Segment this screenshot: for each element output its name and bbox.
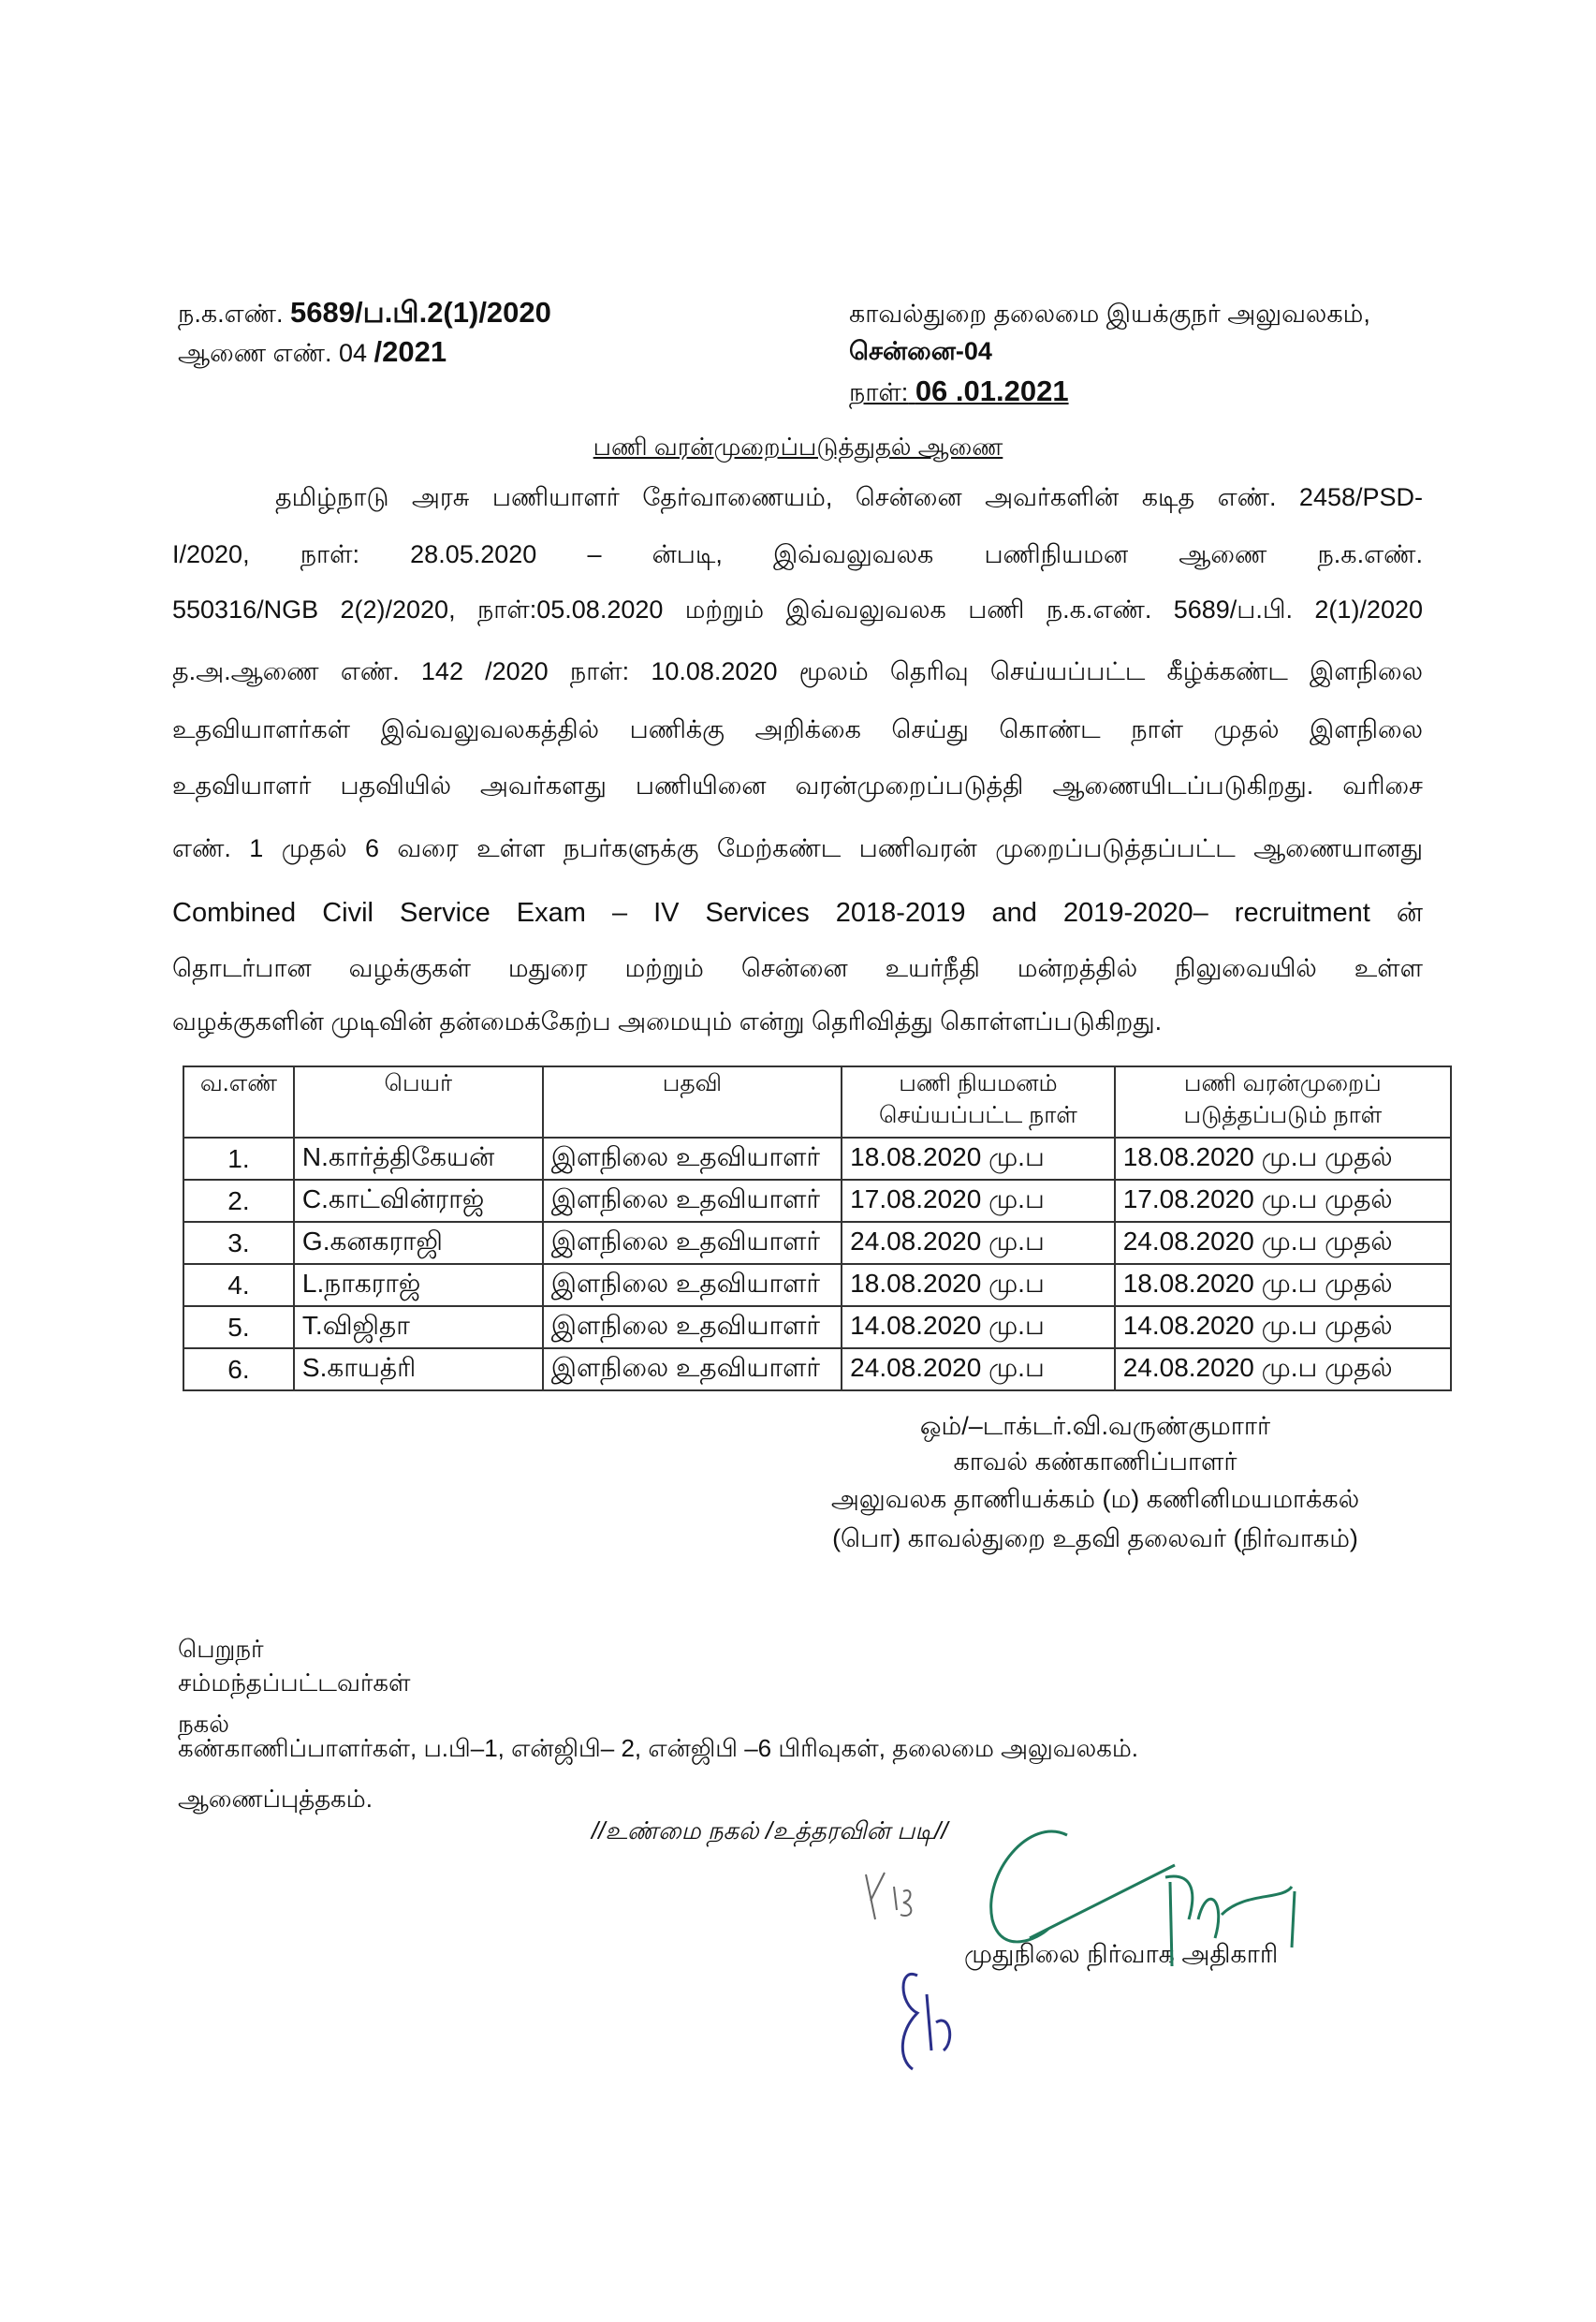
paragraph-line: 550316/NGB 2(2)/2020, நாள்:05.08.2020 மற்றும் இவ்வலுவலக பணி ந.க.எண். 5689/ப.பி. 2(1)/2020: [172, 595, 1423, 624]
cell-name: T.விஜிதா: [294, 1306, 543, 1348]
table-row: [183, 1222, 1451, 1264]
signatory-role-1: அலுவலக தாணியக்கம் (ம) கணினிமயமாக்கல்: [830, 1485, 1360, 1513]
recipient-value: சம்மந்தப்பட்டவர்கள்: [178, 1668, 411, 1697]
date-value: 06 .01.2021: [915, 375, 1069, 407]
document-title: பணி வரன்முறைப்படுத்துதல் ஆணை: [593, 433, 1003, 461]
order-number: [178, 335, 447, 372]
copy-value: கண்காணிப்பாளர்கள், ப.பி–1, என்ஜிபி– 2, என்ஜிபி –6 பிரிவுகள், தலைமை அலுவலகம்.: [178, 1734, 1139, 1762]
true-copy-note: //உண்மை நகல் /உத்தரவின் படி//: [592, 1816, 948, 1844]
paragraph-line: உதவியாளர் பதவியில் அவர்களது பணியினை வரன்முறைப்படுத்தி ஆணையிடப்படுகிறது. வரிசை: [172, 772, 1423, 800]
paragraph-line: த.அ.ஆணை எண். 142 /2020 நாள்: 10.08.2020 மூலம் தெரிவு செய்யப்பட்ட கீழ்க்கண்ட இளநிலை: [172, 657, 1423, 685]
cell-appointment-date: 18.08.2020 மு.ப: [842, 1138, 1115, 1180]
paragraph-line: உதவியாளர்கள் இவ்வலுவலகத்தில் பணிக்கு அறிக்கை செய்து கொண்ட நாள் முதல் இளநிலை: [172, 715, 1423, 743]
copy-label: நகல்: [178, 1710, 229, 1738]
col-header-appointment-date: பணி நியமனம் செய்யப்பட்ட நாள்: [842, 1066, 1115, 1138]
ref-prefix: ந.க.எண்.: [178, 300, 284, 328]
regularization-table: [183, 1065, 1452, 1391]
recipient-label: பெறுநர்: [178, 1635, 264, 1663]
office-city: சென்னை-04: [849, 337, 992, 365]
cell-post: இளநிலை உதவியாளர்: [543, 1138, 842, 1180]
cell-regularization-date: 14.08.2020 மு.ப முதல்: [1115, 1306, 1451, 1348]
order-date: [849, 375, 1069, 411]
cell-serial: 5.: [183, 1306, 294, 1348]
order-prefix: ஆணை எண். 04: [178, 339, 368, 367]
paragraph-line: I/2020, நாள்: 28.05.2020 – ன்படி, இவ்வலுவலக பணிநியமன ஆணை ந.க.எண்.: [172, 540, 1423, 568]
cell-serial: 1.: [183, 1138, 294, 1180]
cell-post: இளநிலை உதவியாளர்: [543, 1264, 842, 1306]
cell-regularization-date: 18.08.2020 மு.ப முதல்: [1115, 1138, 1451, 1180]
cell-post: இளநிலை உதவியாளர்: [543, 1222, 842, 1264]
order-book: ஆணைப்புத்தகம்.: [178, 1785, 373, 1813]
signatory-designation: காவல் கண்காணிப்பாளர்: [953, 1448, 1237, 1476]
cell-name: N.கார்த்திகேயன்: [294, 1138, 543, 1180]
paragraph-line: எண். 1 முதல் 6 வரை உள்ள நபர்களுக்கு மேற்கண்ட பணிவரன் முறைப்படுத்தப்பட்ட ஆணையானது: [172, 834, 1423, 862]
paragraph-line: தொடர்பான வழக்குகள் மதுரை மற்றும் சென்னை உயர்நீதி மன்றத்தில் நிலுவையில் உள்ள: [172, 954, 1423, 982]
col-header-serial: வ.எண்: [183, 1066, 294, 1138]
cell-post: இளநிலை உதவியாளர்: [543, 1180, 842, 1222]
col-header-regularization-date: பணி வரன்முறைப் படுத்தப்படும் நாள்: [1115, 1066, 1451, 1138]
cell-name: L.நாகராஜ்: [294, 1264, 543, 1306]
order-year: /2021: [373, 335, 447, 368]
cell-appointment-date: 24.08.2020 மு.ப: [842, 1348, 1115, 1390]
cell-regularization-date: 24.08.2020 மு.ப முதல்: [1115, 1222, 1451, 1264]
cell-appointment-date: 18.08.2020 மு.ப: [842, 1264, 1115, 1306]
table-row: [183, 1348, 1451, 1390]
table-row: [183, 1306, 1451, 1348]
cell-name: C.காட்வின்ராஜ்: [294, 1180, 543, 1222]
col-header-post: பதவி: [543, 1066, 842, 1138]
paragraph-line: தமிழ்நாடு அரசு பணியாளர் தேர்வாணையம், சென்னை அவர்களின் கடித எண். 2458/PSD-: [275, 483, 1423, 511]
cell-post: இளநிலை உதவியாளர்: [543, 1306, 842, 1348]
cell-regularization-date: 18.08.2020 மு.ப முதல்: [1115, 1264, 1451, 1306]
paragraph-line: Combined Civil Service Exam – IV Services 2018-2019 and 2019-2020– recruitment ன்: [172, 898, 1423, 928]
office-name: காவல்துறை தலைமை இயக்குநர் அலுவலகம்,: [849, 300, 1370, 328]
table-row: [183, 1180, 1451, 1222]
handwritten-signatures: [842, 1816, 1404, 2097]
table-row: [183, 1138, 1451, 1180]
cell-name: G.கனகராஜி: [294, 1222, 543, 1264]
cell-appointment-date: 14.08.2020 மு.ப: [842, 1306, 1115, 1348]
col-header-name: பெயர்: [294, 1066, 543, 1138]
cell-appointment-date: 24.08.2020 மு.ப: [842, 1222, 1115, 1264]
green-signature: [991, 1831, 1295, 1966]
signatory-role-2: (பொ) காவல்துறை உதவி தலைவர் (நிர்வாகம்): [832, 1524, 1358, 1552]
cell-serial: 6.: [183, 1348, 294, 1390]
cell-appointment-date: 17.08.2020 மு.ப: [842, 1180, 1115, 1222]
officer-title: முதுநிலை நிர்வாக அதிகாரி: [964, 1940, 1279, 1968]
blue-initials: [902, 1974, 949, 2069]
signatory-name: ஒம்/–டாக்டர்.வி.வருண்குமாார்: [919, 1412, 1271, 1440]
date-label: நாள்:: [849, 378, 909, 406]
cell-serial: 2.: [183, 1180, 294, 1222]
paragraph-line: வழக்குகளின் முடிவின் தன்மைக்கேற்ப அமையும் என்று தெரிவித்து கொள்ளப்படுகிறது.: [172, 1007, 1163, 1036]
cell-regularization-date: 24.08.2020 மு.ப முதல்: [1115, 1348, 1451, 1390]
table-header-row: [183, 1066, 1451, 1138]
cell-serial: 4.: [183, 1264, 294, 1306]
ref-number: 5689/ப.பி.2(1)/2020: [290, 296, 551, 329]
cell-serial: 3.: [183, 1222, 294, 1264]
pencil-note: [866, 1873, 911, 1919]
reference-number: [178, 296, 551, 333]
table-row: [183, 1264, 1451, 1306]
cell-regularization-date: 17.08.2020 மு.ப முதல்: [1115, 1180, 1451, 1222]
cell-post: இளநிலை உதவியாளர்: [543, 1348, 842, 1390]
cell-name: S.காயத்ரி: [294, 1348, 543, 1390]
